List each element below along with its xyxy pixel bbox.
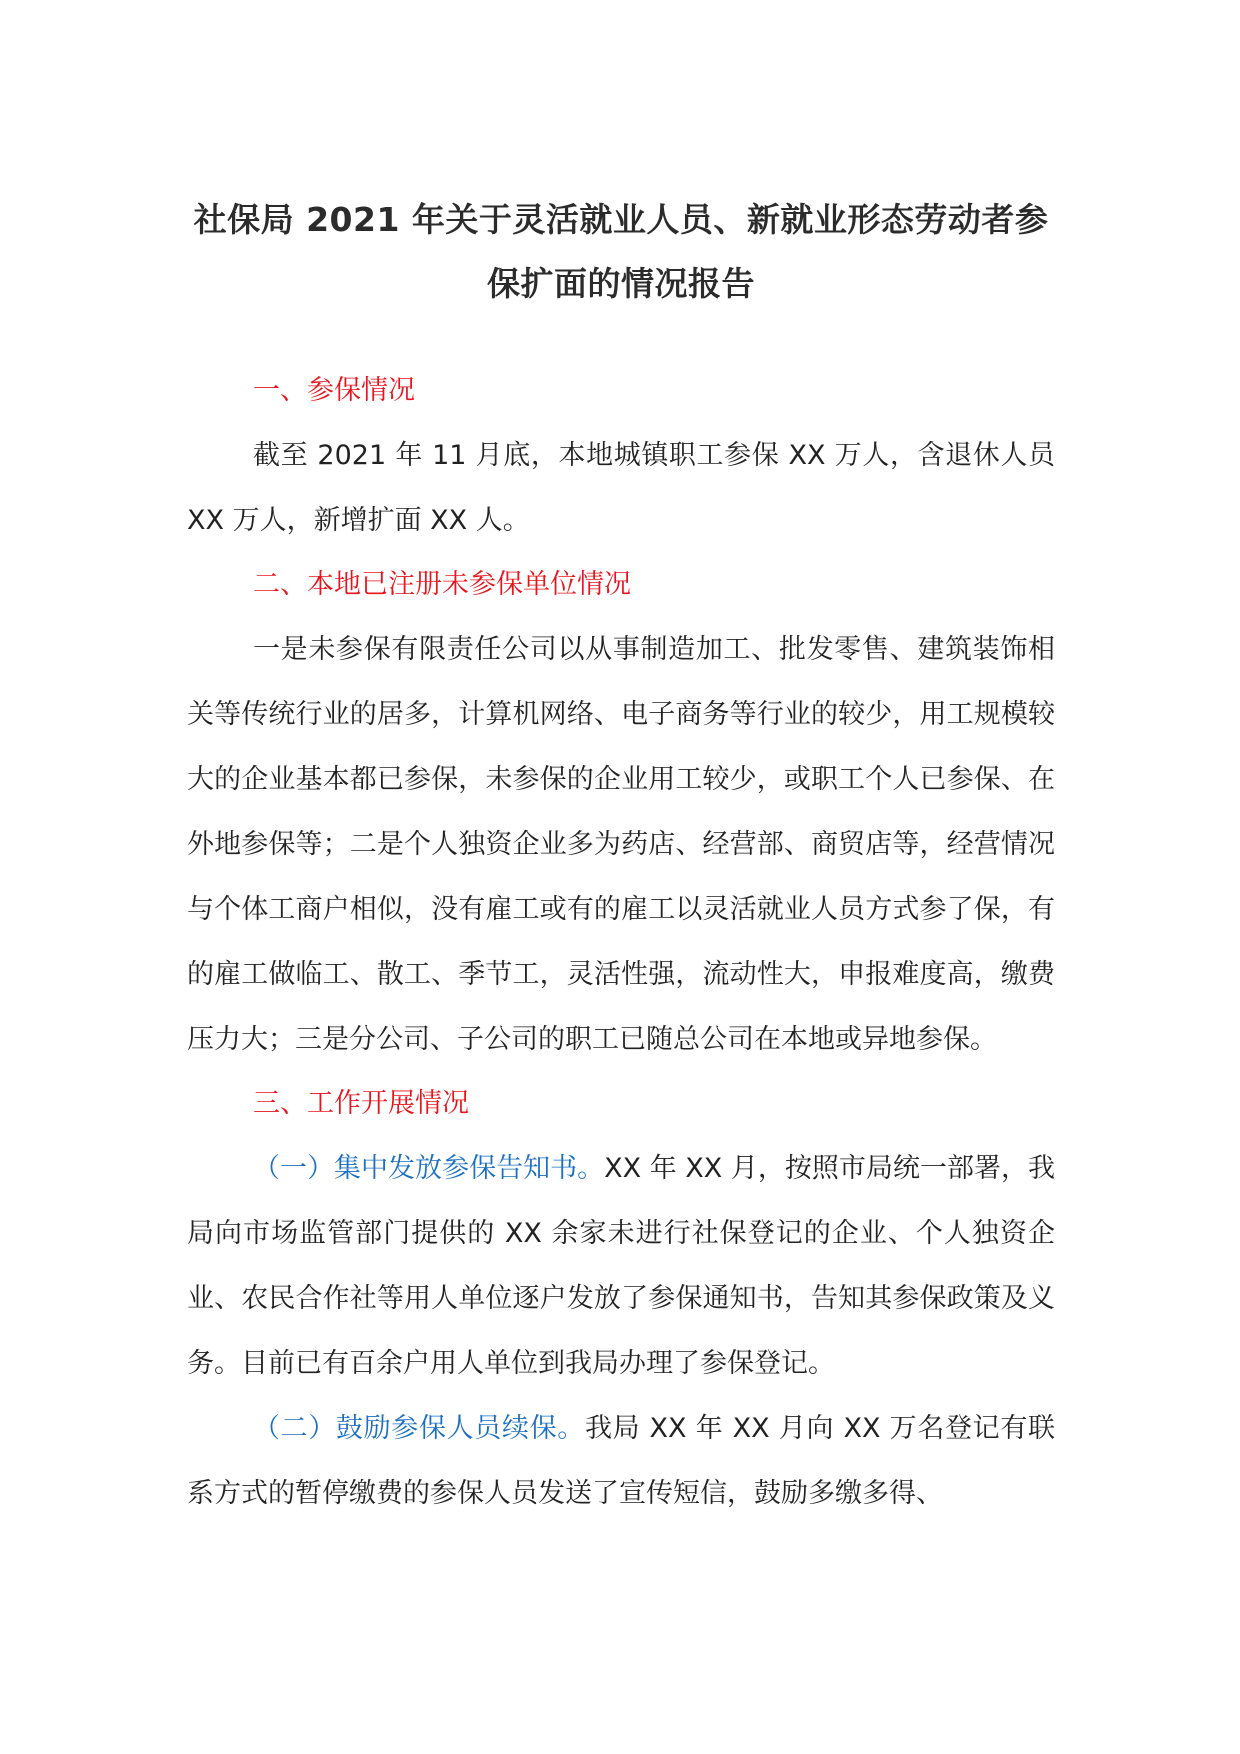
item-1-heading: （一）集中发放参保告知书。 [253, 1153, 605, 1184]
section-heading-1: 一、参保情况 [253, 375, 415, 406]
item-2-text: 我局 XX 年 XX 月向 XX 万名登记有联系方式的暂停缴费的参保人员发送了宣传短信，鼓励多缴多得、 [187, 1413, 1055, 1509]
item-2-heading: （二）鼓励参保人员续保。 [253, 1413, 585, 1444]
section-3-item-2 [187, 1396, 1055, 1526]
section-3-item-1 [187, 1136, 1055, 1396]
document-title [187, 188, 1055, 316]
document-page [187, 188, 1055, 1526]
section-heading-3: 三、工作开展情况 [253, 1088, 469, 1119]
section-1-paragraph: 截至 2021 年 11 月底，本地城镇职工参保 XX 万人，含退休人员 XX 万人，新增扩面 XX 人。 [187, 440, 1055, 536]
section-2-paragraph: 一是未参保有限责任公司以从事制造加工、批发零售、建筑装饰相关等传统行业的居多，计算机网络、电子商务等行业的较少，用工规模较大的企业基本都已参保，未参保的企业用工较少，或职工个人已参保、在外地参保等；二是个人独资企业多为药店、经营部、商贸店等，经营情况与个体工商户相似，没有雇工或有的雇工以灵活就业人员方式参了保，有的雇工做临工、散工、季节工，灵活性强，流动性大，申报难度高，缴费压力大；三是分公司、子公司的职工已随总公司在本地或异地参保。 [187, 634, 1055, 1055]
title-line-2: 保扩面的情况报告 [487, 264, 755, 303]
title-line-1: 社保局 2021 年关于灵活就业人员、新就业形态劳动者参 [193, 200, 1049, 239]
item-1-text: XX 年 XX 月，按照市局统一部署，我局向市场监管部门提供的 XX 余家未进行社保登记的企业、个人独资企业、农民合作社等用人单位逐户发放了参保通知书，告知其参保政策及义务。目前已有百余户用人单位到我局办理了参保登记。 [187, 1153, 1056, 1379]
section-heading-2: 二、本地已注册未参保单位情况 [253, 569, 631, 600]
